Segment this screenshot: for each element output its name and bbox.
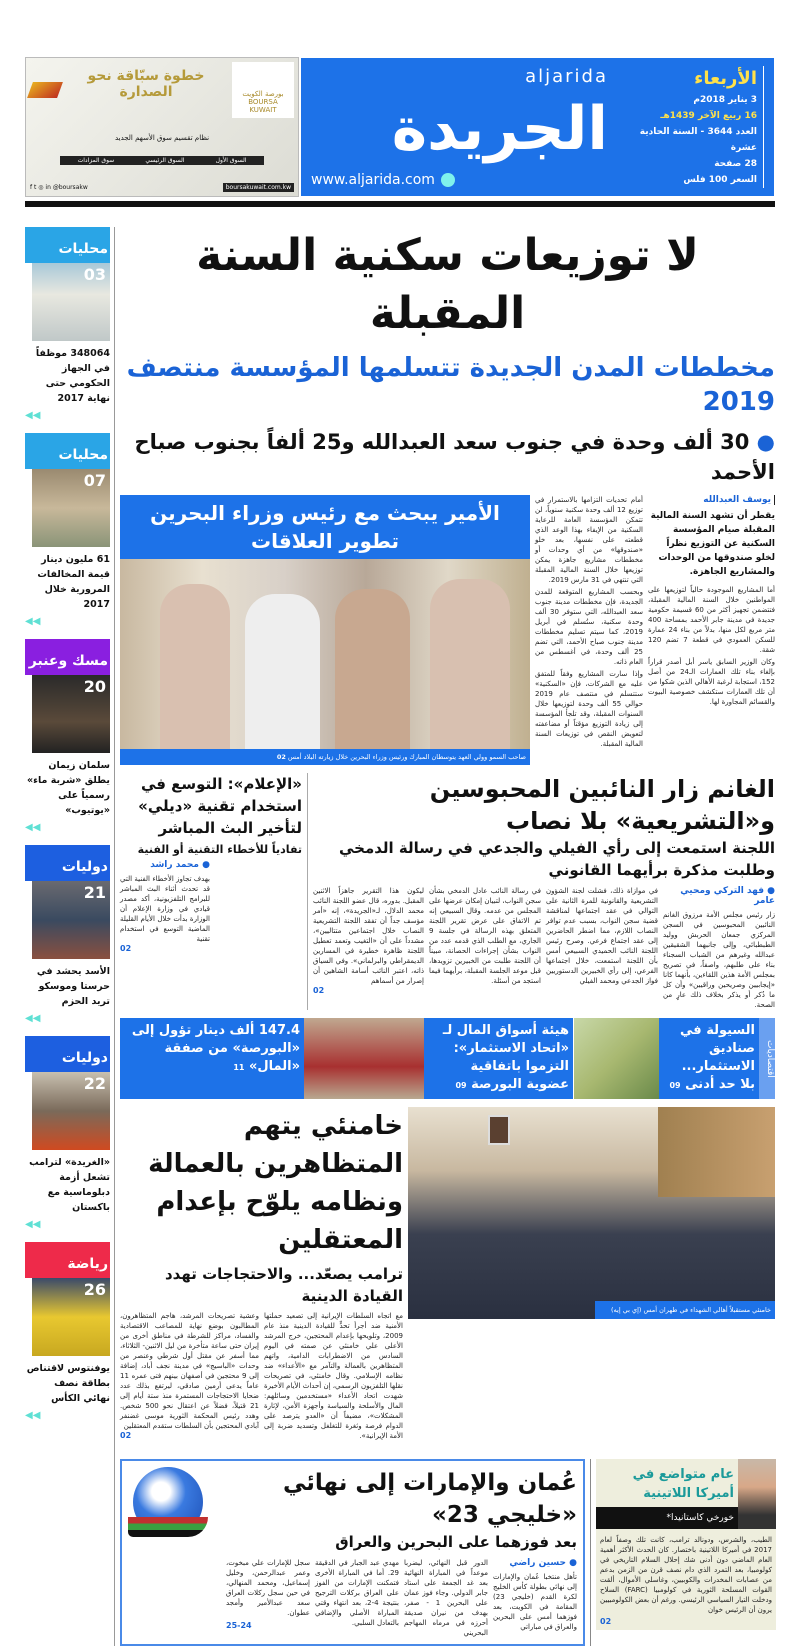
more-arrow-icon[interactable]: ◀◀ [25, 1013, 41, 1024]
item-text: 147.4 ألف دينار تؤول إلى «البورصة» من صفقة «المال» [131, 1023, 300, 1074]
sidebar-section-local[interactable]: محليات [25, 433, 110, 469]
story3-body: بهدف تجاوز الأخطاء الفنية التي قد تحدث أثناء البث المباشر للبرامج التلفزيونية، أكد مصدر قيادي في وزارة الإعلام أن الوزارة بدأت خلال الأيام القليلة الماضية التوسع في استخدام تقنية [120, 875, 210, 943]
paragraph: أما المشاريع الموجودة حالياً لتوزيعها على المواطنين خلال السنة المالية المقبلة، فتتضمن تجهيز أكثر من 60 قسيمة حكومية جديدة في مدينة جابر الأحمد بمساحة 400 متر مربع لكل منها، بدلاً من بناء 24 عمارة للسكن العمودي في قطعة 7 تضم 120 شقة. [648, 586, 775, 654]
iran-headline[interactable]: خامنئي يتهم المتظاهرين بالعمالة ونظامه يلوّح بإعدام المعتقلين [148, 1111, 403, 1255]
ad-system: نظام تقسيم سوق الأسهم الجديد [114, 134, 210, 142]
price: السعر 100 فلس [683, 175, 757, 185]
column-divider [590, 1459, 591, 1646]
photo-story-title[interactable]: الأمير يبحث مع رئيس وزراء البحرين تطوير العلاقات [120, 495, 530, 559]
market-tiers [60, 156, 264, 165]
page-ref[interactable]: 02 [120, 1431, 132, 1440]
page [25, 57, 775, 1646]
page-count: 28 صفحة [714, 159, 757, 169]
sidebar [25, 227, 110, 1433]
website-url[interactable]: www.aljarida.com [311, 172, 435, 188]
handle: @boursakw [52, 184, 88, 191]
sidebar-teaser[interactable]: يوفنتوس لاقتناص بطاقة نصف نهائي الكأس [26, 1363, 110, 1404]
logo-dot [441, 173, 455, 187]
sports-columns [128, 1558, 577, 1638]
lead-deck: يقطر أن تشهد السنة المالية المقبلة صيام المؤسسة السكنية عن التوزيع نظراً لخلو صندوقها من الوحدات والمشاريع الجاهزة. [650, 511, 775, 577]
lead-row [120, 495, 775, 765]
sidebar-section-local[interactable]: محليات [25, 227, 110, 263]
photo-khamenei [408, 1107, 775, 1319]
economy-item[interactable] [120, 1018, 304, 1099]
paragraph: وكان الوزير السابق ياسر أبل أصدر قراراً بإلغاء بناء تلك العمارات الـ24 من أصل 152، استجابة لرغبة الأهالي الذين شكوا من أن تلك العمارات ستكشف خصوصية البيوت والقسائم المجاورة لها. [648, 658, 775, 706]
page-ref[interactable]: 02 [276, 753, 286, 761]
story3-column [120, 860, 210, 953]
logo-flag-swoosh [128, 1517, 208, 1537]
column-divider [307, 773, 308, 1010]
ad-bottom [30, 183, 294, 192]
figure [160, 584, 230, 749]
ad-top [30, 62, 294, 118]
lead-byline: يوسف العبدالله [648, 495, 775, 505]
brand-lat: BOURSA KUWAIT [248, 98, 278, 114]
opinion-body: الطيب، والشرس، ودونالد ترامب، كانت تلك وصفاً لعام 2017 في أميركا اللاتينية باختصار. كان الحدث الأكثر أهمية العام الماضي دون أدنى شك إحلال السلام التاريخي في كولومبيا، بعد التمرد الذي دام نصف قرن من الزمن بدعم من عصابات المخدرات والكوبيين، وغاسلي الأموال، ألقت القوات المسلحة الثورية في كولومبيا (FARC) السلاح ودخلت التيار السياسي الرئيسي. ورغم أن بعض الكولومبيين يرون أن الرئيس خوان [600, 1536, 772, 1614]
sidebar-section-international[interactable]: دوليات [25, 1036, 110, 1072]
iran-row [120, 1107, 775, 1441]
date-hijri: 16 ربيع الآخر 1439هـ [660, 111, 757, 121]
story2-col-wrap [313, 886, 424, 995]
boursa-ad[interactable] [25, 57, 299, 197]
photo-caption [120, 749, 530, 765]
story2-col: ليكون هذا التقرير جاهزاً الاثنين المقبل. بدوره، قال عضو اللجنة النائب محمد الدلال، لـ«الجريدة»، إنه «أمر مؤسف جداً أن تفقد اللجنة التشريعية النصاب خلال اجتماعين متتاليين»، مشدداً على أن «التغيب وتعمد تعطيل اللجنة ظاهرة خطيرة في المسارين الديمقراطي والبرلماني». وفي السياق ذاته، اعتبر النائب أسامة الشاهين أن إصرار من أسماهم [313, 887, 424, 985]
opinion-box [596, 1459, 776, 1630]
economy-strip [120, 1018, 775, 1099]
gulf-cup-logo [128, 1467, 213, 1542]
photo-emir-meeting [120, 559, 530, 749]
issue-number: العدد 3644 - السنة الحادية عشرة [639, 127, 757, 153]
story2-byline: ● فهد التركي ومحيي عامر [680, 886, 775, 906]
masthead-rule [25, 201, 775, 207]
opinion-titles [596, 1459, 738, 1529]
sports-head [128, 1467, 577, 1553]
sidebar-teaser[interactable]: «الغريدة» لترامب تشعل أزمة دبلوماسية مع باكستان [29, 1157, 110, 1213]
story2-col: زار رئيس مجلس الأمة مرزوق الغانم النائبين المحبوسين في السجن المركزي جمعان الحربش ووليد الطبطبائي، وإلى جانبهما الشقيقين عبدالله وغيرهم من الشباب السجناء بناء على طلبهم، واصفاً، في تصريح بمجلس الأمة هذين اللقاءين، بأنهما كانا «إيجابيين وصريحين وراقيين» وأن كل ما ذُكر أو يذكر بخلاف ذلك عارٍ من الصحة. [663, 911, 775, 1009]
sidebar-thumb-officer[interactable]: 07 [32, 469, 110, 547]
iran-text [120, 1107, 403, 1441]
content [120, 227, 775, 1646]
sidebar-thumb-protest[interactable]: 22 [32, 1072, 110, 1150]
author: فهد التركي ومحيي عامر [680, 886, 775, 906]
issue-info [614, 66, 764, 188]
sidebar-teaser[interactable]: الأسد يحشد في حرستا وموسكو تريد الحزم [36, 966, 110, 1007]
story3-subheadline: تفادياً للأخطاء التقنية أو الفنية [137, 843, 302, 856]
opinion-author: خورخي كاستانيدا* [596, 1507, 738, 1529]
bottom-row [120, 1459, 775, 1646]
story2-col: في رسالة النائب عادل الدمخي بشأن سجن النواب، لتبيان إمكان عرضها على المجلس من عدمه. وقال السبيعي إنه تم الاتفاق على عرض تقرير اللجنة المتعلق بهذه الرسالة في جلسة 9 الجاري، مع الطلب الذي قدمه عدد من النواب بشأن إجراءات الحصانة، مبيناً أن اللجنة طلبت من الخبيرين تزويدها، قبل موعد الجلسة المقبلة، برأيهما فيما استجد من أسئلة. [429, 887, 541, 985]
social-handle: f t ◎ in @boursakw [30, 184, 88, 191]
iran-col: مع اتجاه السلطات الإيرانية إلى تصعيد حملتها الأمنية ضد أجرأ تحدٍّ للقيادة الدينية منذ عام 2009، وتلويحها بإعدام المحتجين، خرج المرشد الأعلى علي خامنئي عن صمته في اليوم السادس من الاضطرابات الدامية، واتهم المتظاهرين بالعمالة والتآمر مع «الأعداء» ضد نظامه الإسلامي. وقال خامنئي، في تصريحات نقلها التلفزيون الرسمي، إن أحداث الأيام الأخيرة شهدت اتحاد الأعداء «مستخدمين وسائلهم: المال والأسلحة والسياسة وأجهزة الأمن، لإثارة المشكلات»، مضيفاً أن «العدو يترصد على الدوام فرصة وثغرة للتغلغل وتسديد ضربة إلى الأمة الإيرانية». [264, 1312, 403, 1440]
logo-foot [311, 172, 455, 188]
story-row [120, 773, 775, 1010]
sidebar-teaser[interactable]: 61 مليون دينار قيمة المخالفات المرورية خلال 2017 [37, 554, 110, 610]
figure [335, 589, 410, 749]
sports-col-wrap [493, 1558, 577, 1632]
story2-headline[interactable]: الغانم زار النائبين المحبوسين و«التشريعية» بلا نصاب [429, 775, 775, 835]
story3-byline: ● محمد راشد [150, 860, 210, 870]
figure [245, 594, 320, 749]
arrow-graphic [27, 82, 63, 98]
story2-subheadline: اللجنة استمعت إلى رأي الفيلي والجدعي في رسالة الدمخي وطلبت مذكرة برأيهما القانوني [338, 839, 775, 879]
economy-label[interactable]: اقتصاديات [759, 1018, 775, 1099]
sidebar-teaser[interactable]: سلمان زيمان يطلق «شربة ماء» رسمياً على «يوتيوب» [26, 760, 110, 816]
opinion-head [596, 1459, 776, 1529]
economy-item[interactable] [659, 1018, 759, 1099]
photo-boursa-floor [304, 1018, 424, 1099]
iran-columns [120, 1311, 403, 1441]
sports-subheadline: بعد فوزهما على البحرين والعراق [335, 1533, 577, 1551]
ad-site: boursakuwait.com.kw [223, 183, 294, 192]
lead-subheadline: مخططات المدن الجديدة تتسلمها المؤسسة منتصف 2019 [126, 353, 775, 417]
author: حسين راضي [509, 1558, 566, 1568]
more-arrow-icon[interactable]: ◀◀ [25, 1410, 41, 1421]
lead-bullet [120, 427, 775, 487]
page-ref: 11 [233, 1063, 245, 1072]
page-ref[interactable]: 02 [313, 986, 325, 995]
sidebar-section-sports[interactable]: رياضة [25, 1242, 110, 1278]
market-1: السوق الأول [215, 157, 247, 164]
logo-latin: aljarida [525, 66, 608, 87]
page-ref[interactable]: 02 [120, 944, 132, 953]
item-text: هيئة أسواق المال لـ «اتحاد الاستثمار»: التزموا باتفاقية عضوية البورصة [442, 1023, 569, 1092]
ad-slogan: خطوة سبّاقة نحو الصدارة [87, 68, 205, 100]
sports-col: تأهل منتخبا عُمان والإمارات إلى نهائي بطولة كأس الخليج لكرة القدم (خليجي 23) المقامة في الكويت، بعد فوزهما أمس على البحرين والعراق في مباراتي [493, 1573, 577, 1631]
paragraph: أمام تحديات التزامها بالاستمرار في توزيع 12 ألف وحدة سكنية سنوياً، لن تتمكن المؤسسة العامة للرعاية السكنية من الإيفاء بهذا الوعد الذي قطعته على نفسها، بعد خلو «صندوقها» من أي وحدات أو مخططات مشاريع جاهزة يمكن توزيعها خلال السنة المالية المقبلة التي تنتهي في 31 مارس 2019. [535, 496, 644, 584]
logo-arabic: الجريدة [391, 94, 608, 164]
photo-story [120, 495, 530, 765]
photo-money [574, 1018, 659, 1099]
lead-right-column [648, 495, 775, 709]
sports-col-wrap [226, 1558, 310, 1630]
more-arrow-icon[interactable]: ◀◀ [25, 822, 41, 833]
iran-subheadline: ترامب يصعّد... والاحتجاجات تهدد القيادة الدينية [164, 1265, 403, 1305]
story2 [313, 773, 775, 1010]
page-ref[interactable]: 02 [600, 1617, 612, 1626]
market-3: سوق المزادات [77, 157, 115, 164]
sidebar-section-international[interactable]: دوليات [25, 845, 110, 881]
page-ref[interactable]: 25-24 [226, 1621, 252, 1630]
lead-body [535, 495, 643, 751]
lead-bullet-text: 30 ألف وحدة في جنوب سعد العبدالله و25 ألفاً بجنوب صباح الأحمد [134, 430, 775, 484]
iran-col-wrap [120, 1311, 259, 1440]
more-arrow-icon[interactable]: ◀◀ [25, 1219, 41, 1230]
more-arrow-icon[interactable]: ◀◀ [25, 410, 41, 421]
sports-titles [218, 1467, 577, 1553]
sports-col: مهدي عبد الجبار في الدقيقة 29. أما في المباراة الأخرى فتمكنت الإمارات من الفوز على العراق بركلات الترجيح بنتيجة 4-2، بعد انتهاء وقتي المباراة الأصلي والإضافي بالتعادل السلبي. [315, 1559, 399, 1627]
weekday: الأربعاء [694, 68, 757, 89]
sidebar-teaser[interactable]: 348064 موظفاً في الجهاز الحكومي حتى نهاية 2017 [35, 348, 110, 404]
lead-headline[interactable]: لا توزيعات سكنية السنة المقبلة [196, 230, 699, 339]
sidebar-thumb-concert[interactable]: 20 [32, 675, 110, 753]
sidebar-thumb-building[interactable]: 03 [32, 263, 110, 341]
main [25, 227, 775, 1646]
story3 [120, 773, 302, 953]
sidebar-divider [114, 227, 115, 1646]
story3-headline[interactable]: «الإعلام»: التوسع في استخدام تقنية «ديلي» لتأخير البث المباشر [138, 775, 302, 837]
iran-col: وعشية تصريحات المرشد، هاجم المتظاهرون، المطالبون بوضع نهاية للمصاعب الاقتصادية والفساد، مراكز للشرطة في مناطق أخرى من إيران حتى ساعة متأخرة من ليل الاثنين- الثلاثاء، مما أسفر عن مقتل أول شرطي وعنصر من وحدات «الباسيج» في مدينة نجف أباد، إضافة إلى 9 محتجين في أصفهان بينهم فتى عمره 11 عاماً يدعى أرمين صادقي، ليرتفع بذلك عدد ضحايا الاحتجاجات المستمرة منذ ستة أيام إلى 21 قتيلاً، فضلاً عن اعتقال نحو 500 شخص. وهدد رئيس المحكمة الثورية موسى غضنفر آبادي المحتجين بأن السلطات ستقدم المعتقلين [120, 1312, 259, 1430]
sports-col: سجل للإمارات علي مبخوت، وعمر عبدالرحمن، وخليل إسماعيل، ومحمد المنهالي، في حين سجل ركلات العراق سعد عبدالأمير وأمجد عطوان. [226, 1559, 310, 1617]
date-gregorian: 3 يناير 2018م [693, 95, 757, 105]
sports-col: الدور قبل النهائي، ليضربا موعداً في المباراة النهائية بعد غد الجمعة على استاد جابر الدولي. وجاء فوز عمان على البحرين 1 - صفر، بهدف من نيران صديقة أحرزه في مرماه المهاجم البحريني [404, 1559, 488, 1637]
caption-text: صاحب السمو وولي العهد يتوسطان المبارك ورئيس وزراء البحرين خلال زيارته البلاد أمس [287, 753, 526, 761]
more-arrow-icon[interactable]: ◀◀ [25, 616, 41, 627]
lead-body-continued [648, 585, 775, 707]
story2-columns [313, 886, 775, 1010]
bullet-icon: ● [749, 430, 775, 454]
brand-ar: بورصة الكويت [242, 90, 284, 98]
page-ref: 09 [455, 1081, 467, 1090]
sidebar-thumb-rescue[interactable]: 21 [32, 881, 110, 959]
page-ref: 09 [669, 1081, 681, 1090]
sidebar-thumb-juventus[interactable]: 26 [32, 1278, 110, 1356]
portrait-frame [488, 1115, 510, 1145]
story2-col: في موازاة ذلك، فشلت لجنة الشؤون التشريعية والقانونية للمرة الثانية على التوالي في عقد اجتماعها لمناقشة قضية سجن النواب، بسبب عدم توافر النصاب اللازم، مما اضطر الحاضرين إلى عقد اجتماع فرعي. وصرح رئيس اللجنة النائب الحميدي السبيعي أمس بأن اللجنة استمعت، خلال اجتماعها الفرعي، إلى رأي الخبيرين الدستوريين فواز الجدعي ومحمد الفيلي [546, 887, 658, 985]
market-2: السوق الرئيسي [145, 157, 185, 164]
paragraph: وبحسب المشاريع المتوقعة للمدن الجديدة، فإن مخططات مدينة جنوب سعد العبدالله، التي ستوفر 30 ألف وحدة سكنية، ستُسلم في أبريل 2019، كما سيتم تسليم مخططات مدينة جنوب صباح الأحمد، التي تضم 25 ألف وحدة، في أغسطس من العام ذاته. [535, 588, 643, 666]
curtain [658, 1107, 775, 1197]
story2-col-wrap [663, 886, 775, 1010]
paragraph: وإذا سارت المشاريع وفقاً للمتفق عليه مع الشركات، فإن «السكنية» ستتسلم في منتصف عام 2019 حوالي 55 ألف وحدة لتوزيعها خلال السنوات المقبلة، وقد تلجأ المؤسسة إلى زيادة التوزيع مؤقتاً أو مضاعفته لتعويض النقص في توزيعات السنة المالية المقبلة. [535, 670, 643, 748]
header [25, 57, 775, 197]
economy-item[interactable] [424, 1018, 574, 1099]
boursa-logo [232, 62, 294, 118]
author-photo [738, 1459, 776, 1529]
author: محمد راشد [150, 860, 199, 870]
masthead [300, 57, 775, 197]
logo [311, 66, 608, 188]
sports-box [120, 1459, 585, 1646]
photo-caption: خامنئي مستقبلاً أهالي الشهداء في طهران أمس (إي بي إيه) [595, 1301, 775, 1319]
sports-byline: ● حسين راضي [509, 1558, 577, 1568]
sports-headline[interactable]: عُمان والإمارات إلى نهائي «خليجي 23» [283, 1470, 577, 1528]
item-text: السيولة في صناديق الاستثمار... بلا حد أدنى [680, 1023, 755, 1092]
opinion-headline[interactable]: عام متواضع في أميركا اللاتينية [632, 1467, 734, 1501]
sidebar-section-culture[interactable]: مسك وعنبر [25, 639, 110, 675]
figure [430, 579, 510, 749]
